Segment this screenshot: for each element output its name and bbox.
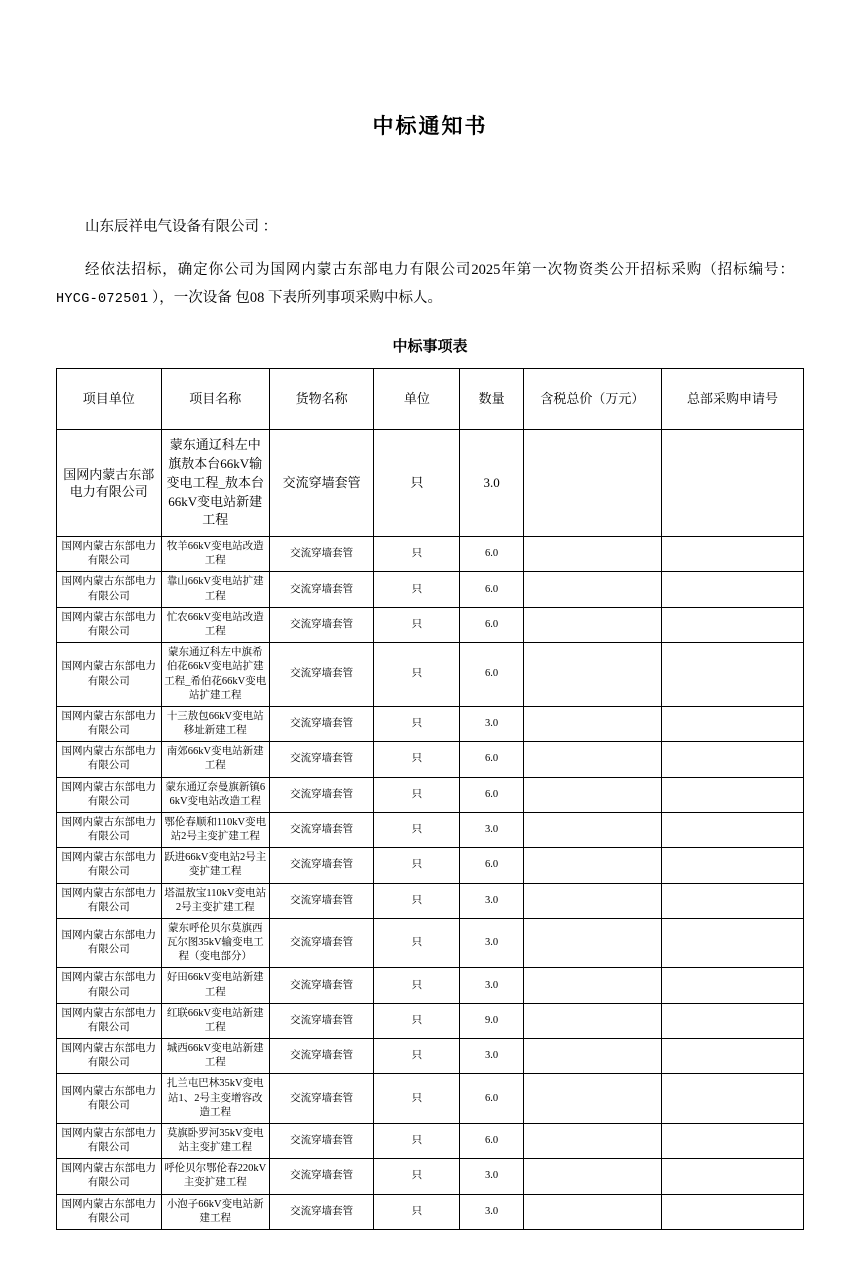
cell-quantity: 6.0	[460, 1074, 523, 1124]
cell-project: 红联66kV变电站新建工程	[161, 1003, 269, 1038]
cell-quantity: 3.0	[460, 968, 523, 1003]
cell-total-price	[523, 537, 661, 572]
cell-unit: 国网内蒙古东部电力有限公司	[57, 1194, 162, 1229]
cell-total-price	[523, 1194, 661, 1229]
cell-total-price	[523, 430, 661, 537]
table-row	[57, 1159, 804, 1194]
cell-goods: 交流穿墙套管	[269, 883, 374, 918]
cell-quantity: 6.0	[460, 742, 523, 777]
cell-measure: 只	[374, 918, 460, 968]
cell-unit: 国网内蒙古东部电力有限公司	[57, 1123, 162, 1158]
cell-apply-no	[662, 777, 804, 812]
cell-project: 城西66kV变电站新建工程	[161, 1039, 269, 1074]
table-row	[57, 968, 804, 1003]
cell-quantity: 6.0	[460, 607, 523, 642]
table-header-row	[57, 369, 804, 430]
cell-total-price	[523, 706, 661, 741]
cell-unit: 国网内蒙古东部电力有限公司	[57, 572, 162, 607]
table-row	[57, 1123, 804, 1158]
cell-unit: 国网内蒙古东部电力有限公司	[57, 968, 162, 1003]
cell-measure: 只	[374, 706, 460, 741]
cell-quantity: 6.0	[460, 777, 523, 812]
table-row	[57, 572, 804, 607]
cell-measure: 只	[374, 1159, 460, 1194]
cell-project: 呼伦贝尔鄂伦春220kV主变扩建工程	[161, 1159, 269, 1194]
col-header-quantity: 数量	[460, 369, 523, 430]
cell-project: 靠山66kV变电站扩建工程	[161, 572, 269, 607]
cell-unit: 国网内蒙古东部电力有限公司	[57, 706, 162, 741]
cell-project: 小泡子66kV变电站新建工程	[161, 1194, 269, 1229]
cell-unit: 国网内蒙古东部电力有限公司	[57, 777, 162, 812]
table-head	[57, 369, 804, 430]
cell-goods: 交流穿墙套管	[269, 607, 374, 642]
cell-goods: 交流穿墙套管	[269, 430, 374, 537]
cell-goods: 交流穿墙套管	[269, 848, 374, 883]
table-row	[57, 1039, 804, 1074]
col-header-goods: 货物名称	[269, 369, 374, 430]
cell-measure: 只	[374, 572, 460, 607]
cell-project: 蒙东通辽科左中旗希伯花66kV变电站扩建工程_希伯花66kV变电站扩建工程	[161, 643, 269, 707]
cell-total-price	[523, 1074, 661, 1124]
cell-total-price	[523, 918, 661, 968]
cell-measure: 只	[374, 430, 460, 537]
cell-measure: 只	[374, 777, 460, 812]
cell-measure: 只	[374, 643, 460, 707]
cell-apply-no	[662, 968, 804, 1003]
cell-goods: 交流穿墙套管	[269, 918, 374, 968]
cell-project: 鄂伦春顺和110kV变电站2号主变扩建工程	[161, 812, 269, 847]
cell-measure: 只	[374, 968, 460, 1003]
cell-total-price	[523, 572, 661, 607]
table-row	[57, 883, 804, 918]
cell-project: 十三敖包66kV变电站移址新建工程	[161, 706, 269, 741]
cell-unit: 国网内蒙古东部电力有限公司	[57, 607, 162, 642]
cell-measure: 只	[374, 607, 460, 642]
cell-quantity: 6.0	[460, 1123, 523, 1158]
table-row	[57, 777, 804, 812]
cell-quantity: 3.0	[460, 883, 523, 918]
cell-total-price	[523, 883, 661, 918]
cell-project: 蒙东通辽奈曼旗新镇66kV变电站改造工程	[161, 777, 269, 812]
cell-apply-no	[662, 848, 804, 883]
cell-measure: 只	[374, 1194, 460, 1229]
cell-goods: 交流穿墙套管	[269, 1194, 374, 1229]
cell-goods: 交流穿墙套管	[269, 706, 374, 741]
col-header-apply-no: 总部采购申请号	[662, 369, 804, 430]
cell-goods: 交流穿墙套管	[269, 742, 374, 777]
table-row	[57, 848, 804, 883]
cell-goods: 交流穿墙套管	[269, 572, 374, 607]
cell-apply-no	[662, 1159, 804, 1194]
cell-unit: 国网内蒙古东部电力有限公司	[57, 430, 162, 537]
cell-quantity: 6.0	[460, 848, 523, 883]
cell-measure: 只	[374, 1074, 460, 1124]
cell-quantity: 3.0	[460, 430, 523, 537]
cell-project: 跃进66kV变电站2号主变扩建工程	[161, 848, 269, 883]
cell-unit: 国网内蒙古东部电力有限公司	[57, 1074, 162, 1124]
cell-goods: 交流穿墙套管	[269, 1039, 374, 1074]
cell-apply-no	[662, 706, 804, 741]
cell-goods: 交流穿墙套管	[269, 1159, 374, 1194]
cell-project: 忙农66kV变电站改造工程	[161, 607, 269, 642]
table-row	[57, 1074, 804, 1124]
cell-apply-no	[662, 1003, 804, 1038]
bid-number: HYCG-072501	[56, 291, 149, 307]
cell-unit: 国网内蒙古东部电力有限公司	[57, 1039, 162, 1074]
cell-project: 蒙东呼伦贝尔莫旗西瓦尔图35kV输变电工程（变电部分）	[161, 918, 269, 968]
cell-unit: 国网内蒙古东部电力有限公司	[57, 537, 162, 572]
cell-total-price	[523, 742, 661, 777]
cell-total-price	[523, 607, 661, 642]
cell-total-price	[523, 812, 661, 847]
cell-apply-no	[662, 537, 804, 572]
table-title: 中标事项表	[392, 338, 468, 356]
cell-quantity: 6.0	[460, 537, 523, 572]
cell-measure: 只	[374, 848, 460, 883]
cell-goods: 交流穿墙套管	[269, 1074, 374, 1124]
cell-apply-no	[662, 643, 804, 707]
cell-unit: 国网内蒙古东部电力有限公司	[57, 883, 162, 918]
cell-project: 蒙东通辽科左中旗敖本台66kV输变电工程_敖本台66kV变电站新建工程	[161, 430, 269, 537]
table-row	[57, 918, 804, 968]
paragraph-text-part2: ），一次设备 包08 下表所列事项采购中标人。	[152, 289, 443, 306]
cell-quantity: 3.0	[460, 812, 523, 847]
cell-total-price	[523, 1039, 661, 1074]
table-row	[57, 607, 804, 642]
cell-quantity: 9.0	[460, 1003, 523, 1038]
cell-measure: 只	[374, 812, 460, 847]
table-row	[57, 1003, 804, 1038]
table-body	[57, 430, 804, 1230]
cell-apply-no	[662, 742, 804, 777]
cell-project: 扎兰屯巴林35kV变电站1、2号主变增容改造工程	[161, 1074, 269, 1124]
cell-goods: 交流穿墙套管	[269, 777, 374, 812]
cell-total-price	[523, 1003, 661, 1038]
cell-apply-no	[662, 607, 804, 642]
cell-measure: 只	[374, 1123, 460, 1158]
cell-goods: 交流穿墙套管	[269, 537, 374, 572]
table-row	[57, 537, 804, 572]
cell-project: 牧羊66kV变电站改造工程	[161, 537, 269, 572]
paragraph-text-part1: 经依法招标，确定你公司为国网内蒙古东部电力有限公司2025年第一次物资类公开招标采购（招标编号：	[85, 261, 794, 278]
cell-apply-no	[662, 1074, 804, 1124]
cell-unit: 国网内蒙古东部电力有限公司	[57, 812, 162, 847]
body-paragraph	[56, 256, 804, 314]
cell-quantity: 3.0	[460, 1194, 523, 1229]
table-row	[57, 643, 804, 707]
cell-project: 塔温敖宝110kV变电站2号主变扩建工程	[161, 883, 269, 918]
cell-total-price	[523, 968, 661, 1003]
cell-unit: 国网内蒙古东部电力有限公司	[57, 848, 162, 883]
cell-unit: 国网内蒙古东部电力有限公司	[57, 1003, 162, 1038]
cell-quantity: 3.0	[460, 1159, 523, 1194]
col-header-total-price: 含税总价（万元）	[523, 369, 661, 430]
cell-apply-no	[662, 918, 804, 968]
cell-project: 好田66kV变电站新建工程	[161, 968, 269, 1003]
table-row	[57, 430, 804, 537]
cell-project: 莫旗卧罗河35kV变电站主变扩建工程	[161, 1123, 269, 1158]
cell-unit: 国网内蒙古东部电力有限公司	[57, 1159, 162, 1194]
cell-apply-no	[662, 883, 804, 918]
col-header-project: 项目名称	[161, 369, 269, 430]
award-items-table	[56, 368, 804, 1230]
cell-total-price	[523, 848, 661, 883]
cell-measure: 只	[374, 1039, 460, 1074]
cell-goods: 交流穿墙套管	[269, 1123, 374, 1158]
cell-total-price	[523, 1123, 661, 1158]
table-row	[57, 1194, 804, 1229]
cell-measure: 只	[374, 742, 460, 777]
cell-apply-no	[662, 1194, 804, 1229]
cell-quantity: 3.0	[460, 918, 523, 968]
cell-goods: 交流穿墙套管	[269, 968, 374, 1003]
addressee-line: 山东辰祥电气设备有限公司 ：	[85, 219, 278, 235]
cell-total-price	[523, 777, 661, 812]
cell-apply-no	[662, 1039, 804, 1074]
cell-quantity: 3.0	[460, 706, 523, 741]
page-title: 中标通知书	[372, 115, 488, 138]
cell-unit: 国网内蒙古东部电力有限公司	[57, 742, 162, 777]
col-header-unit: 项目单位	[57, 369, 162, 430]
cell-quantity: 6.0	[460, 572, 523, 607]
table-row	[57, 742, 804, 777]
cell-goods: 交流穿墙套管	[269, 1003, 374, 1038]
table-row	[57, 706, 804, 741]
table-row	[57, 812, 804, 847]
cell-apply-no	[662, 1123, 804, 1158]
cell-total-price	[523, 1159, 661, 1194]
cell-measure: 只	[374, 1003, 460, 1038]
cell-measure: 只	[374, 537, 460, 572]
cell-unit: 国网内蒙古东部电力有限公司	[57, 918, 162, 968]
cell-goods: 交流穿墙套管	[269, 643, 374, 707]
cell-quantity: 3.0	[460, 1039, 523, 1074]
cell-apply-no	[662, 812, 804, 847]
cell-apply-no	[662, 430, 804, 537]
cell-quantity: 6.0	[460, 643, 523, 707]
col-header-measure: 单位	[374, 369, 460, 430]
cell-unit: 国网内蒙古东部电力有限公司	[57, 643, 162, 707]
cell-measure: 只	[374, 883, 460, 918]
cell-apply-no	[662, 572, 804, 607]
cell-project: 南郊66kV变电站新建工程	[161, 742, 269, 777]
cell-goods: 交流穿墙套管	[269, 812, 374, 847]
cell-total-price	[523, 643, 661, 707]
